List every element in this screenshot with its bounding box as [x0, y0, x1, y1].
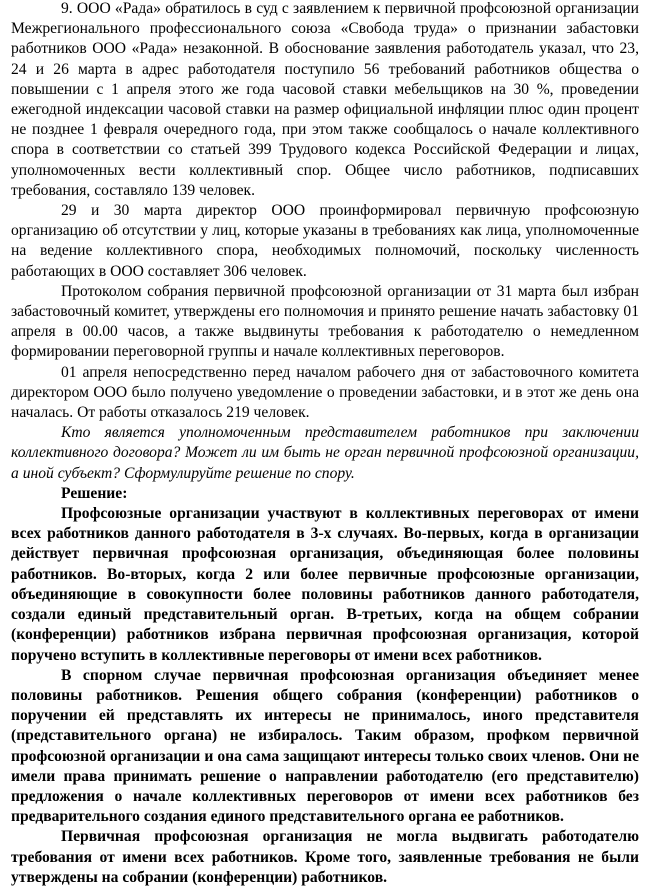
problem-paragraph-1: 9. ООО «Рада» обратилось в суд с заявлением к первичной профсоюзной организации Межрегионального профессионального союза «Свобода труда» о признании забастовки работников ООО «Рада» незаконной. В обоснование заявления работодатель указал, что 23, 24 и 26 марта в адрес работодателя поступило 56 требований работников общества о повышении с 1 апреля этого же года часовой ставки мебельщиков на 30 %, проведении ежегодной индексации часовой ставки на размер официальной инфляции плюс один процент не позднее 1 февраля очередного года, при этом также сообщалось о начале коллективного спора в соответствии со статьей 399 Трудового кодекса Российской Федерации и лицах, уполномоченных вести коллективный спор. Общее число работников, подписавших требования, составляло 139 человек.	[11, 0, 639, 199]
solution-paragraph-1: Профсоюзные организации участвуют в коллективных переговорах от имени всех работников данного работодателя в 3-х случаях. Во-первых, когда в организации действует первичная профсоюзная организация, объединяющая более половины работников. Во-вторых, когда 2 или более первичные профсоюзные организации, объединяющие в совокупности более половины работников данного работодателя, создали единый представительный орган. В-третьих, когда на общем собрании (конференции) работников избрана первичная профсоюзная организация, которой поручено вступить в коллективные переговоры от имени всех работников.	[11, 505, 639, 664]
solution-paragraph-3: Первичная профсоюзная организация не могла выдвигать работодателю требования от имени всех работников. Кроме того, заявленные требования не были утверждены на собрании (конференции) работников.	[11, 828, 639, 886]
solution-section	[11, 484, 639, 888]
problem-section	[11, 0, 639, 484]
problem-paragraph-4: 01 апреля непосредственно перед началом рабочего дня от забастовочного комитета директором ООО было получено уведомление о проведении забастовки, и в этот же день она началась. От работы отказалось 219 человек.	[11, 363, 639, 422]
problem-paragraph-2: 29 и 30 марта директор ООО проинформировал первичную профсоюзную организацию об отсутствии у лиц, которые указаны в требованиях как лица, уполномоченные на ведение коллективного спора, необходимых полномочий, поскольку численность работающих в ООО составляет 306 человек.	[11, 202, 639, 280]
problem-paragraph-3: Протоколом собрания первичной профсоюзной организации от 31 марта был избран забастовочный комитет, утверждены его полномочия и принято решение начать забастовку 01 апреля в 00.00 часов, а также выдвинуты требования к работодателю о немедленном формировании переговорной группы и начале коллективных переговоров.	[11, 282, 639, 361]
problem-question: Кто является уполномоченным представителем работников при заключении коллективного договора? Может ли им быть не орган первичной профсоюзной организации, а иной субъект? Сформулируйте решение по спору.	[11, 424, 639, 482]
solution-paragraph-2: В спорном случае первичная профсоюзная организация объединяет менее половины работников. Решения общего собрания (конференции) работников о поручении ей представлять их интересы не принималось, иного представителя (представительного органа) не избиралось. Таким образом, профком первичной профсоюзной организации и она сама защищают интересы только своих членов. Они не имели права принимать решение о направлении работодателю (его представителю) предложения о начале коллективных переговоров от имени всех работников без предварительного создания единого представительного органа ее работников.	[11, 666, 639, 826]
solution-heading: Решение:	[61, 484, 128, 502]
